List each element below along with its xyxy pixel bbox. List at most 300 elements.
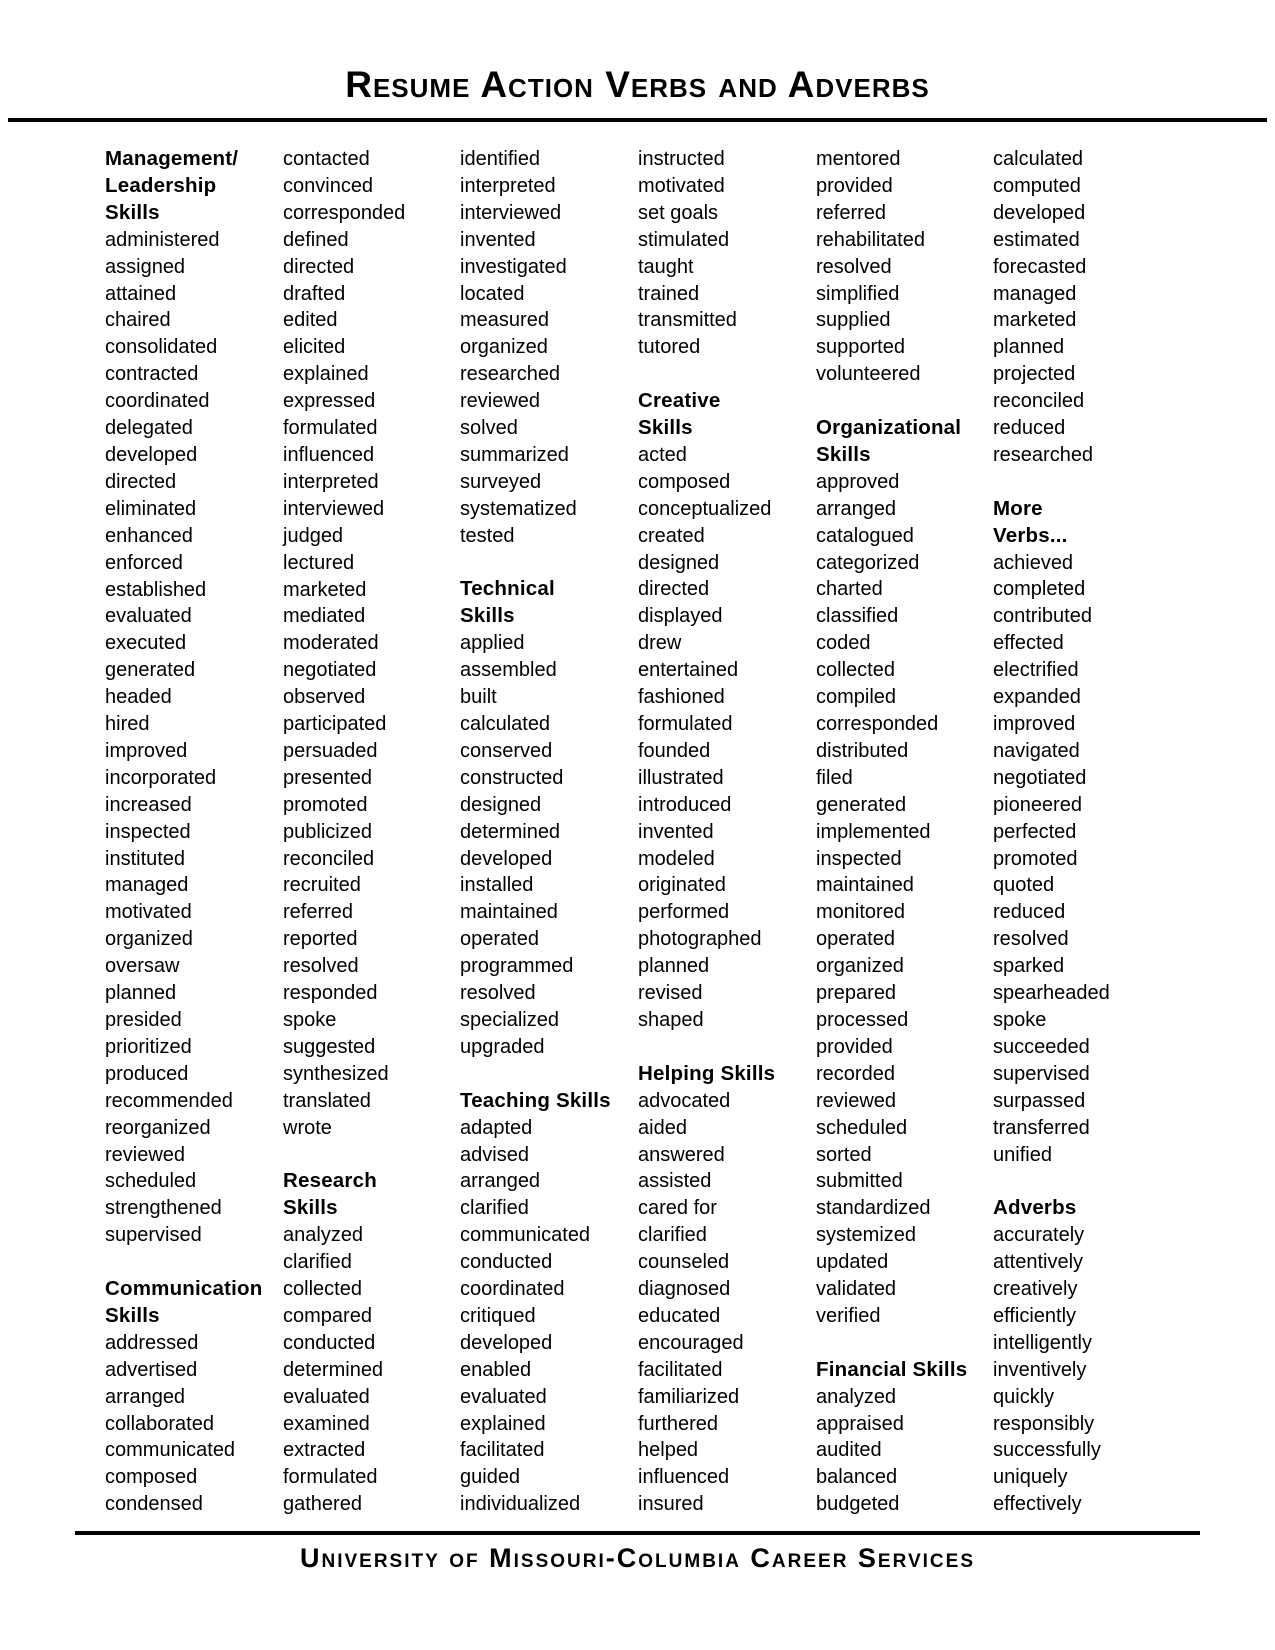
verb-item: interpreted	[460, 174, 556, 197]
verb-item: attentively	[993, 1251, 1084, 1274]
verb-item: directed	[638, 578, 710, 601]
verb-item: composed	[105, 1466, 198, 1489]
skill-group-header-line: Technical	[460, 577, 555, 601]
group-spacer	[283, 1142, 463, 1169]
group-spacer	[816, 1330, 996, 1357]
verb-item: organized	[105, 928, 193, 951]
verb-item: appraised	[816, 1412, 904, 1435]
verb-item: inspected	[105, 820, 191, 843]
verb-item: filed	[816, 766, 853, 789]
verb-item: developed	[993, 201, 1086, 224]
verb-item: succeeded	[993, 1035, 1090, 1058]
verb-item: designed	[638, 551, 720, 574]
verb-item: collected	[816, 659, 895, 682]
verb-item: researched	[460, 363, 561, 386]
verb-item: developed	[460, 847, 553, 870]
verb-item: educated	[638, 1304, 721, 1327]
verb-item: conducted	[283, 1331, 376, 1354]
verb-item: coded	[816, 632, 871, 655]
verb-item: resolved	[816, 255, 892, 278]
verb-item: illustrated	[638, 766, 724, 789]
verb-item: analyzed	[816, 1385, 897, 1408]
verb-item: modeled	[638, 847, 715, 870]
verb-item: adapted	[460, 1116, 533, 1139]
verb-item: simplified	[816, 282, 900, 305]
verb-item: reduced	[993, 417, 1066, 440]
verb-item: tutored	[638, 336, 701, 359]
verb-item: located	[460, 282, 525, 305]
verb-item: influenced	[283, 443, 375, 466]
title-divider	[8, 118, 1267, 122]
verb-item: processed	[816, 1008, 909, 1031]
verb-item: examined	[283, 1412, 370, 1435]
verb-item: submitted	[816, 1170, 903, 1193]
verb-item: planned	[993, 336, 1065, 359]
verb-item: managed	[993, 282, 1077, 305]
footer-divider	[75, 1531, 1200, 1535]
verb-item: categorized	[816, 551, 920, 574]
verb-item: classified	[816, 605, 899, 628]
verb-item: strengthened	[105, 1197, 222, 1220]
skill-group-header	[993, 1195, 1173, 1222]
verb-item: performed	[638, 901, 730, 924]
verb-item: revised	[638, 982, 703, 1005]
verb-item: encouraged	[638, 1331, 744, 1354]
verb-item: coordinated	[105, 390, 210, 413]
skill-group-header	[105, 146, 285, 227]
verb-item: oversaw	[105, 955, 180, 978]
verb-item: helped	[638, 1439, 699, 1462]
verb-item: contributed	[993, 605, 1092, 628]
verb-item: constructed	[460, 766, 564, 789]
verb-item: corresponded	[283, 201, 406, 224]
verb-item: taught	[638, 255, 694, 278]
verb-item: collaborated	[105, 1412, 214, 1435]
verb-item: planned	[105, 982, 177, 1005]
verb-item: expanded	[993, 686, 1081, 709]
verb-item: recommended	[105, 1089, 233, 1112]
verb-item: prepared	[816, 982, 897, 1005]
verb-item: developed	[105, 443, 198, 466]
verb-item: elicited	[283, 336, 346, 359]
verb-item: enabled	[460, 1358, 532, 1381]
verb-item: enforced	[105, 551, 183, 574]
verb-item: rehabilitated	[816, 228, 925, 251]
verb-item: arranged	[105, 1385, 186, 1408]
verb-item: reviewed	[816, 1089, 897, 1112]
skill-group-header-line: Creative	[638, 389, 721, 413]
verb-item: supervised	[105, 1224, 202, 1247]
verb-item: reorganized	[105, 1116, 211, 1139]
verb-item: maintained	[460, 901, 558, 924]
group-spacer	[993, 469, 1173, 496]
verb-item: referred	[283, 901, 354, 924]
verb-item: displayed	[638, 605, 723, 628]
verb-item: electrified	[993, 659, 1079, 682]
verb-item: generated	[816, 793, 907, 816]
verb-item: formulated	[638, 713, 733, 736]
verb-item: established	[105, 578, 207, 601]
verb-item: built	[460, 686, 497, 709]
verb-item: computed	[993, 174, 1081, 197]
verb-item: quoted	[993, 874, 1055, 897]
verb-item: photographed	[638, 928, 762, 951]
verb-item: compiled	[816, 686, 897, 709]
verb-item: assigned	[105, 255, 186, 278]
verb-item: familiarized	[638, 1385, 740, 1408]
verb-item: critiqued	[460, 1304, 536, 1327]
verb-item: produced	[105, 1062, 189, 1085]
verb-item: moderated	[283, 632, 379, 655]
verb-item: estimated	[993, 228, 1080, 251]
verb-item: explained	[460, 1412, 546, 1435]
group-spacer	[460, 1061, 640, 1088]
verb-item: scheduled	[105, 1170, 197, 1193]
verb-item: validated	[816, 1278, 897, 1301]
verb-item: furthered	[638, 1412, 719, 1435]
verb-column-3	[460, 146, 640, 1518]
verb-item: organized	[460, 336, 548, 359]
skill-group-header-line: Organizational	[816, 416, 962, 440]
verb-item: arranged	[816, 497, 897, 520]
verb-item: attained	[105, 282, 177, 305]
group-spacer	[638, 361, 818, 388]
verb-item: administered	[105, 228, 220, 251]
verb-item: marketed	[993, 309, 1077, 332]
verb-item: conducted	[460, 1251, 553, 1274]
verb-item: effectively	[993, 1493, 1082, 1516]
verb-item: advised	[460, 1143, 529, 1166]
verb-item: solved	[460, 417, 518, 440]
skill-group-header-line: Management/	[105, 147, 239, 170]
verb-item: resolved	[993, 928, 1069, 951]
verb-item: developed	[460, 1331, 553, 1354]
verb-item: quickly	[993, 1385, 1055, 1408]
verb-item: charted	[816, 578, 883, 601]
verb-item: conserved	[460, 739, 553, 762]
verb-item: clarified	[638, 1224, 707, 1247]
verb-item: cared for	[638, 1197, 717, 1220]
verb-column-4	[638, 146, 818, 1518]
verb-item: answered	[638, 1143, 725, 1166]
verb-item: shaped	[638, 1008, 704, 1031]
verb-item: generated	[105, 659, 196, 682]
verb-item: originated	[638, 874, 726, 897]
verb-item: extracted	[283, 1439, 366, 1462]
verb-item: addressed	[105, 1331, 199, 1354]
verb-item: analyzed	[283, 1224, 364, 1247]
group-spacer	[816, 388, 996, 415]
verb-item: lectured	[283, 551, 355, 574]
skill-group-header-line: Financial Skills	[816, 1357, 968, 1381]
skill-group-header-line: Skills	[283, 1196, 338, 1220]
verb-item: conceptualized	[638, 497, 772, 520]
verb-item: recorded	[816, 1062, 895, 1085]
skill-group-header	[638, 388, 818, 442]
verb-item: clarified	[460, 1197, 529, 1220]
verb-item: reconciled	[993, 390, 1085, 413]
verb-item: responsibly	[993, 1412, 1095, 1435]
skill-group-header	[638, 1061, 818, 1088]
verb-item: mediated	[283, 605, 366, 628]
verb-item: invented	[638, 820, 714, 843]
verb-item: executed	[105, 632, 187, 655]
skill-group-header	[283, 1168, 463, 1222]
verb-item: spoke	[993, 1008, 1047, 1031]
verb-item: implemented	[816, 820, 931, 843]
skill-group-header-line: Skills	[105, 1303, 160, 1327]
verb-item: hired	[105, 713, 150, 736]
verb-item: forecasted	[993, 255, 1087, 278]
verb-item: individualized	[460, 1493, 581, 1516]
verb-item: transmitted	[638, 309, 737, 332]
verb-item: volunteered	[816, 363, 921, 386]
skill-group-header	[993, 496, 1173, 550]
verb-item: mentored	[816, 148, 901, 170]
verb-item: reviewed	[105, 1143, 186, 1166]
verb-item: interviewed	[460, 201, 562, 224]
verb-item: explained	[283, 363, 369, 386]
verb-item: determined	[283, 1358, 384, 1381]
verb-item: formulated	[283, 1466, 378, 1489]
verb-item: prioritized	[105, 1035, 192, 1058]
verb-item: standardized	[816, 1197, 931, 1220]
skill-group-header-line: More	[993, 496, 1043, 520]
verb-item: collected	[283, 1278, 362, 1301]
verb-item: applied	[460, 632, 525, 655]
verb-item: reported	[283, 928, 358, 951]
verb-item: provided	[816, 1035, 893, 1058]
verb-item: suggested	[283, 1035, 376, 1058]
verb-item: judged	[283, 524, 344, 547]
verb-item: evaluated	[105, 605, 192, 628]
verb-item: spearheaded	[993, 982, 1110, 1005]
verb-item: wrote	[283, 1116, 332, 1139]
verb-item: operated	[460, 928, 539, 951]
verb-item: upgraded	[460, 1035, 545, 1058]
group-spacer	[993, 1168, 1173, 1195]
verb-item: efficiently	[993, 1304, 1077, 1327]
verb-item: introduced	[638, 793, 732, 816]
verb-item: persuaded	[283, 739, 378, 762]
verb-item: motivated	[105, 901, 192, 924]
skill-group-header	[816, 1357, 996, 1384]
verb-item: defined	[283, 228, 349, 251]
verb-item: evaluated	[460, 1385, 547, 1408]
verb-item: calculated	[460, 713, 551, 736]
verb-item: successfully	[993, 1439, 1101, 1462]
verb-column-2	[283, 146, 463, 1518]
verb-item: observed	[283, 686, 366, 709]
verb-item: inventively	[993, 1358, 1087, 1381]
verb-item: distributed	[816, 739, 909, 762]
verb-item: participated	[283, 713, 387, 736]
verb-item: reconciled	[283, 847, 375, 870]
verb-item: marketed	[283, 578, 367, 601]
verb-item: fashioned	[638, 686, 725, 709]
verb-item: compared	[283, 1304, 372, 1327]
verb-item: balanced	[816, 1466, 898, 1489]
skill-group-header-line: Adverbs	[993, 1196, 1077, 1220]
verb-item: completed	[993, 578, 1086, 601]
verb-item: approved	[816, 470, 900, 493]
skill-group-header	[460, 1088, 640, 1115]
verb-item: presented	[283, 766, 372, 789]
verb-item: invented	[460, 228, 536, 251]
skill-group-header-line: Skills	[638, 416, 693, 440]
verb-item: gathered	[283, 1493, 362, 1516]
verb-item: navigated	[993, 739, 1080, 762]
verb-item: convinced	[283, 174, 374, 197]
verb-item: programmed	[460, 955, 574, 978]
verb-item: budgeted	[816, 1493, 900, 1516]
verb-item: improved	[105, 739, 188, 762]
group-spacer	[460, 550, 640, 577]
verb-item: effected	[993, 632, 1064, 655]
verb-item: edited	[283, 309, 338, 332]
page-title: Resume Action Verbs and Adverbs	[345, 64, 930, 105]
verb-item: inspected	[816, 847, 902, 870]
verb-item: expressed	[283, 390, 376, 413]
verb-item: achieved	[993, 551, 1074, 574]
verb-item: guided	[460, 1466, 521, 1489]
verb-item: assisted	[638, 1170, 712, 1193]
verb-item: corresponded	[816, 713, 939, 736]
verb-item: contracted	[105, 363, 199, 386]
verb-item: referred	[816, 201, 887, 224]
verb-item: translated	[283, 1089, 371, 1112]
verb-item: organized	[816, 955, 904, 978]
verb-item: unified	[993, 1143, 1052, 1166]
verb-item: researched	[993, 443, 1094, 466]
verb-item: set goals	[638, 201, 719, 224]
skill-group-header-line: Skills	[816, 442, 871, 466]
verb-item: communicated	[460, 1224, 591, 1247]
verb-item: installed	[460, 874, 534, 897]
skill-group-header	[460, 576, 640, 630]
skill-group-header-line: Skills	[460, 604, 515, 628]
verb-item: influenced	[638, 1466, 730, 1489]
verb-item: improved	[993, 713, 1076, 736]
verb-item: projected	[993, 363, 1076, 386]
verb-item: delegated	[105, 417, 193, 440]
verb-item: contacted	[283, 148, 370, 170]
verb-item: aided	[638, 1116, 687, 1139]
verb-item: supplied	[816, 309, 891, 332]
verb-item: insured	[638, 1493, 704, 1516]
skill-group-header	[105, 1276, 285, 1330]
verb-item: resolved	[283, 955, 359, 978]
verb-item: trained	[638, 282, 700, 305]
verb-item: evaluated	[283, 1385, 370, 1408]
verb-column-5	[816, 146, 996, 1518]
verb-item: facilitated	[460, 1439, 545, 1462]
verb-item: calculated	[993, 148, 1084, 170]
verb-item: creatively	[993, 1278, 1078, 1301]
verb-item: systematized	[460, 497, 577, 520]
verb-item: directed	[105, 470, 177, 493]
verb-item: advocated	[638, 1089, 731, 1112]
verb-item: counseled	[638, 1251, 730, 1274]
verb-item: audited	[816, 1439, 882, 1462]
verb-item: diagnosed	[638, 1278, 731, 1301]
verb-item: pioneered	[993, 793, 1082, 816]
verb-item: sparked	[993, 955, 1065, 978]
verb-item: surpassed	[993, 1089, 1086, 1112]
verb-item: advertised	[105, 1358, 198, 1381]
verb-item: managed	[105, 874, 189, 897]
verb-item: synthesized	[283, 1062, 389, 1085]
verb-item: measured	[460, 309, 549, 332]
verb-item: stimulated	[638, 228, 730, 251]
verb-item: composed	[638, 470, 731, 493]
skill-group-header-line: Communication	[105, 1277, 263, 1301]
verb-item: intelligently	[993, 1331, 1092, 1354]
verb-item: publicized	[283, 820, 372, 843]
verb-item: formulated	[283, 417, 378, 440]
group-spacer	[638, 1034, 818, 1061]
verb-item: entertained	[638, 659, 739, 682]
verb-item: sorted	[816, 1143, 872, 1166]
verb-item: responded	[283, 982, 378, 1005]
verb-item: catalogued	[816, 524, 914, 547]
verb-item: monitored	[816, 901, 905, 924]
verb-item: chaired	[105, 309, 171, 332]
verb-item: accurately	[993, 1224, 1085, 1247]
verb-item: reduced	[993, 901, 1066, 924]
verb-item: transferred	[993, 1116, 1090, 1139]
verb-item: verified	[816, 1304, 881, 1327]
verb-item: assembled	[460, 659, 557, 682]
verb-item: instituted	[105, 847, 186, 870]
verb-item: scheduled	[816, 1116, 908, 1139]
group-spacer	[105, 1249, 285, 1276]
verb-item: increased	[105, 793, 192, 816]
verb-item: systemized	[816, 1224, 917, 1247]
verb-item: presided	[105, 1009, 182, 1031]
verb-item: instructed	[638, 148, 725, 170]
verb-item: determined	[460, 820, 561, 843]
verb-item: drafted	[283, 282, 346, 305]
verb-item: updated	[816, 1251, 889, 1274]
verb-item: supported	[816, 336, 905, 359]
verb-item: consolidated	[105, 336, 218, 359]
verb-item: perfected	[993, 820, 1077, 843]
verb-item: interpreted	[283, 470, 379, 493]
verb-item: spoke	[283, 1009, 337, 1031]
verb-item: arranged	[460, 1170, 541, 1193]
skill-group-header-line: Teaching Skills	[460, 1088, 611, 1112]
verb-item: communicated	[105, 1439, 236, 1462]
verb-item: reviewed	[460, 390, 541, 413]
verb-item: investigated	[460, 255, 567, 278]
verb-item: provided	[816, 174, 893, 197]
verb-item: recruited	[283, 874, 361, 897]
verb-item: enhanced	[105, 524, 193, 547]
verb-item: surveyed	[460, 470, 542, 493]
verb-item: tested	[460, 524, 515, 547]
verb-item: eliminated	[105, 497, 197, 520]
verb-item: acted	[638, 443, 687, 466]
verb-item: specialized	[460, 1008, 559, 1031]
skill-group-header-line: Leadership	[105, 173, 217, 197]
verb-item: condensed	[105, 1493, 203, 1516]
skill-group-header-line: Research	[283, 1169, 377, 1193]
verb-item: founded	[638, 739, 711, 762]
verb-item: supervised	[993, 1062, 1090, 1085]
verb-item: headed	[105, 686, 172, 709]
verb-item: interviewed	[283, 497, 385, 520]
